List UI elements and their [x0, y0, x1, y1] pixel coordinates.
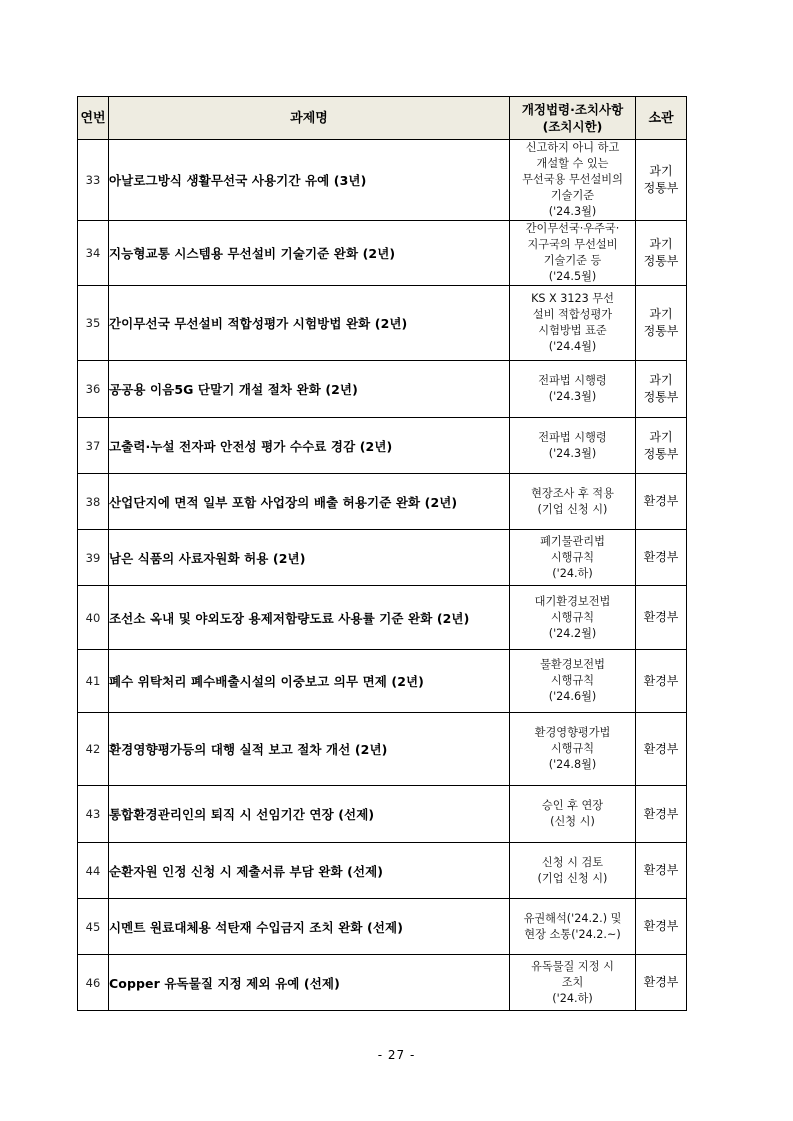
- table-row: [78, 474, 687, 530]
- measure-line: ('24.3월): [548, 446, 597, 460]
- measure-line: 현장조사 후 적용: [531, 486, 614, 500]
- measure-line: 시행규칙: [550, 674, 595, 687]
- measure-line: 기술기준 등: [543, 254, 602, 267]
- task-measure: [510, 221, 636, 286]
- measure-line: 시행규칙: [550, 610, 595, 624]
- row-number: 35: [78, 286, 109, 361]
- department-line: 과기: [649, 307, 673, 321]
- task-measure: [510, 361, 636, 418]
- task-measure: [510, 474, 636, 530]
- row-number: 41: [78, 650, 109, 713]
- task-department: [636, 713, 687, 786]
- table-row: [78, 361, 687, 418]
- task-measure: [510, 418, 636, 474]
- table-row: [78, 418, 687, 474]
- measure-line: ('24.하): [552, 566, 593, 580]
- department-line: 정통부: [643, 390, 679, 404]
- measure-line: ('24.2월): [548, 626, 597, 640]
- measure-line: KS X 3123 무선: [531, 292, 614, 305]
- measure-line: 기술기준: [550, 189, 595, 202]
- measure-line: ('24.3월): [548, 205, 597, 218]
- department-line: 환경부: [643, 863, 679, 877]
- task-title: 간이무선국 무선설비 적합성평가 시험방법 완화 (2년): [109, 286, 510, 361]
- table-row: [78, 899, 687, 955]
- row-number: 34: [78, 221, 109, 286]
- department-line: 과기: [649, 429, 673, 444]
- row-number: 36: [78, 361, 109, 418]
- table-row: [78, 586, 687, 650]
- task-department: [636, 221, 687, 286]
- task-department: [636, 418, 687, 474]
- department-line: 환경부: [643, 610, 679, 624]
- measure-line: 신청 시 검토: [541, 855, 604, 869]
- row-number: 37: [78, 418, 109, 474]
- row-number: 43: [78, 786, 109, 843]
- task-title: 시멘트 원료대체용 석탄재 수입금지 조치 완화 (선제): [109, 899, 510, 955]
- measure-line: 현장 소통('24.2.~): [524, 927, 621, 941]
- task-title: 환경영향평가등의 대행 실적 보고 절차 개선 (2년): [109, 713, 510, 786]
- measure-line: 환경영향평가법: [534, 726, 611, 739]
- table-row: [78, 650, 687, 713]
- header-dept: 소관: [636, 97, 687, 140]
- department-line: 환경부: [643, 673, 679, 688]
- department-line: 정통부: [643, 254, 679, 268]
- department-line: 환경부: [643, 806, 679, 821]
- task-department: [636, 650, 687, 713]
- measure-line: (기업 신청 시): [537, 502, 608, 516]
- table-row: [78, 786, 687, 843]
- department-line: 환경부: [643, 494, 679, 508]
- measure-line: 신고하지 아니 하고: [525, 141, 620, 154]
- table-body: [78, 140, 687, 1011]
- task-department: [636, 140, 687, 221]
- row-number: 40: [78, 586, 109, 650]
- task-measure: [510, 650, 636, 713]
- task-measure: [510, 843, 636, 899]
- table-header-row: [78, 97, 687, 140]
- measure-line: ('24.3월): [548, 390, 597, 403]
- department-line: 환경부: [643, 550, 679, 564]
- task-department: [636, 361, 687, 418]
- task-title: 통합환경관리인의 퇴직 시 선임기간 연장 (선제): [109, 786, 510, 843]
- task-measure: [510, 786, 636, 843]
- measure-line: (기업 신청 시): [537, 871, 608, 885]
- table-row: [78, 286, 687, 361]
- task-title: 지능형교통 시스템용 무선설비 기술기준 완화 (2년): [109, 221, 510, 286]
- header-measure-line1: 개정법령·조치사항: [521, 102, 624, 117]
- department-line: 과기: [649, 164, 673, 178]
- row-number: 38: [78, 474, 109, 530]
- task-title: 아날로그방식 생활무선국 사용기간 유예 (3년): [109, 140, 510, 221]
- department-line: 환경부: [643, 975, 679, 989]
- task-department: [636, 843, 687, 899]
- task-department: [636, 586, 687, 650]
- task-title: 공공용 이음5G 단말기 개설 절차 완화 (2년): [109, 361, 510, 418]
- row-number: 45: [78, 899, 109, 955]
- department-line: 과기: [649, 373, 673, 387]
- measure-line: 전파법 시행령: [538, 374, 607, 387]
- table-row: [78, 530, 687, 586]
- measure-line: 전파법 시행령: [538, 430, 607, 444]
- task-title: 고출력·누설 전자파 안전성 평가 수수료 경감 (2년): [109, 418, 510, 474]
- measure-line: 시험방법 표준: [538, 324, 607, 337]
- table-row: [78, 843, 687, 899]
- task-department: [636, 530, 687, 586]
- task-title: 순환자원 인정 신청 시 제출서류 부담 완화 (선제): [109, 843, 510, 899]
- task-department: [636, 286, 687, 361]
- task-measure: [510, 713, 636, 786]
- department-line: 환경부: [643, 741, 679, 756]
- measure-line: ('24.하): [552, 991, 593, 1005]
- measure-line: 승인 후 연장: [541, 799, 604, 812]
- header-title: 과제명: [109, 97, 510, 140]
- row-number: 46: [78, 955, 109, 1011]
- measure-line: 조치: [561, 975, 584, 989]
- table-row: [78, 221, 687, 286]
- department-line: 정통부: [643, 181, 679, 195]
- table-row: [78, 955, 687, 1011]
- task-title: 산업단지에 면적 일부 포함 사업장의 배출 허용기준 완화 (2년): [109, 474, 510, 530]
- task-title: Copper 유독물질 지정 제외 유예 (선제): [109, 955, 510, 1011]
- row-number: 39: [78, 530, 109, 586]
- task-department: [636, 786, 687, 843]
- task-measure: [510, 286, 636, 361]
- measure-line: 시행규칙: [550, 550, 595, 564]
- measure-line: 폐기물관리법: [540, 534, 605, 548]
- measure-line: ('24.4월): [548, 340, 597, 353]
- measure-line: 무선국용 무선설비의: [522, 173, 623, 186]
- measure-line: 유권해석('24.2.) 및: [523, 911, 622, 925]
- measure-line: 지구국의 무선설비: [527, 238, 618, 251]
- task-title: 폐수 위탁처리 폐수배출시설의 이중보고 의무 면제 (2년): [109, 650, 510, 713]
- task-measure: [510, 899, 636, 955]
- row-number: 33: [78, 140, 109, 221]
- measure-line: ('24.8월): [548, 758, 597, 771]
- measure-line: 물환경보전법: [540, 658, 605, 671]
- header-measure-line2: (조치시한): [542, 119, 603, 134]
- header-measure: [510, 97, 636, 140]
- header-num: 연번: [78, 97, 109, 140]
- department-line: 정통부: [643, 446, 679, 461]
- measure-line: 유독물질 지정 시: [531, 959, 614, 973]
- table-row: [78, 713, 687, 786]
- measure-line: 대기환경보전법: [534, 594, 611, 608]
- task-title: 남은 식품의 사료자원화 허용 (2년): [109, 530, 510, 586]
- task-measure: [510, 955, 636, 1011]
- measure-line: 설비 적합성평가: [532, 308, 613, 321]
- page-number: - 27 -: [377, 1048, 416, 1062]
- department-line: 과기: [649, 237, 673, 251]
- task-department: [636, 899, 687, 955]
- task-measure: [510, 140, 636, 221]
- measure-line: 간이무선국·우주국·: [525, 222, 620, 235]
- task-department: [636, 955, 687, 1011]
- measure-line: ('24.6월): [548, 690, 597, 703]
- measure-line: 개설할 수 있는: [536, 157, 609, 170]
- measure-line: (신청 시): [550, 815, 595, 828]
- task-title: 조선소 옥내 및 야외도장 용제저함량도료 사용률 기준 완화 (2년): [109, 586, 510, 650]
- task-measure: [510, 586, 636, 650]
- department-line: 환경부: [643, 919, 679, 933]
- task-measure: [510, 530, 636, 586]
- table-row: [78, 140, 687, 221]
- measure-line: ('24.5월): [548, 270, 597, 283]
- department-line: 정통부: [643, 324, 679, 338]
- measure-line: 시행규칙: [550, 742, 595, 755]
- task-department: [636, 474, 687, 530]
- row-number: 42: [78, 713, 109, 786]
- regulation-tasks-table: [77, 96, 687, 1011]
- row-number: 44: [78, 843, 109, 899]
